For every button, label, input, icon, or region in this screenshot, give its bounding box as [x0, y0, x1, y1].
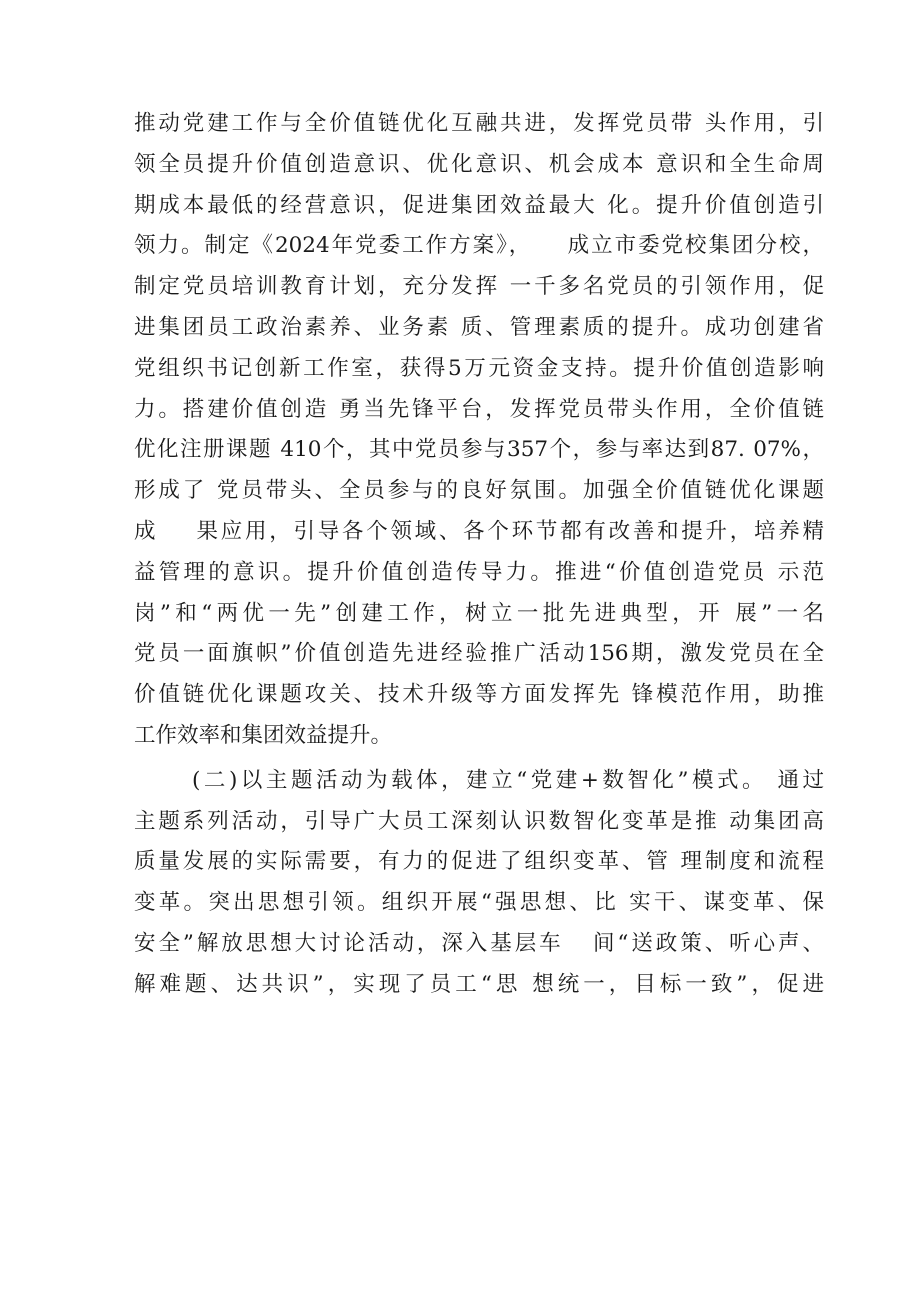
- text-line: 工作效率和集团效益提升。: [134, 722, 393, 748]
- paragraph-2: [134, 761, 824, 1006]
- text-line: 推动党建工作与全价值链优化互融共进，发挥党员带 头作用，引: [134, 111, 824, 136]
- section-heading-line: (二)以主题活动为载体，建立“党建+数智化”模式。 通过: [192, 767, 824, 793]
- document-body: [134, 104, 824, 1006]
- text-line: 价值链优化课题攻关、技术升级等方面发挥先 锋模范作用，助推: [134, 682, 824, 708]
- text-line: 优化注册课题 410个，其中党员参与357个，参与率达到87. 07%，: [134, 437, 824, 463]
- text-line: 力。搭建价值创造 勇当先锋平台，发挥党员带头作用，全价值链: [134, 396, 824, 422]
- text-line: 制定党员培训教育计划，充分发挥 一千多名党员的引领作用，促: [134, 274, 824, 300]
- text-line: 形成了 党员带头、全员参与的良好氛围。加强全价值链优化课题: [134, 478, 824, 504]
- text-line: 党员一面旗帜”价值创造先进经验推广活动156期，激发党员在全: [134, 641, 824, 667]
- text-line: 领全员提升价值创造意识、优化意识、机会成本 意识和全生命周: [134, 151, 824, 177]
- text-line: 主题系列活动，引导广大员工深刻认识数智化变革是推 动集团高: [134, 808, 824, 834]
- text-line: 期成本最低的经营意识，促进集团效益最大 化。提升价值创造引: [134, 192, 824, 218]
- text-line: 进集团员工政治素养、业务素 质、管理素质的提升。成功创建省: [134, 314, 824, 340]
- paragraph-1: [134, 104, 824, 757]
- text-line: 变革。突出思想引领。组织开展“强思想、比 实干、谋变革、保: [134, 890, 824, 916]
- text-line: 党组织书记创新工作室，获得5万元资金支持。提升价值创造影响: [134, 355, 824, 381]
- text-line: 成 果应用，引导各个领域、各个环节都有改善和提升，培养精: [134, 518, 824, 544]
- text-line: 领力。制定《2024年党委工作方案》， 成立市委党校集团分校，: [134, 233, 824, 259]
- text-line: 益管理的意识。提升价值创造传导力。推进“价值创造党员 示范: [134, 559, 824, 585]
- text-line: 岗”和“两优一先”创建工作，树立一批先进典型，开 展”一名: [134, 600, 824, 626]
- text-line: 解难题、达共识”，实现了员工“思 想统一，目标一致”，促进: [134, 971, 824, 997]
- text-line: 质量发展的实际需要，有力的促进了组织变革、管 理制度和流程: [134, 849, 824, 875]
- text-line: 安全”解放思想大讨论活动，深入基层车 间“送政策、听心声、: [134, 930, 824, 956]
